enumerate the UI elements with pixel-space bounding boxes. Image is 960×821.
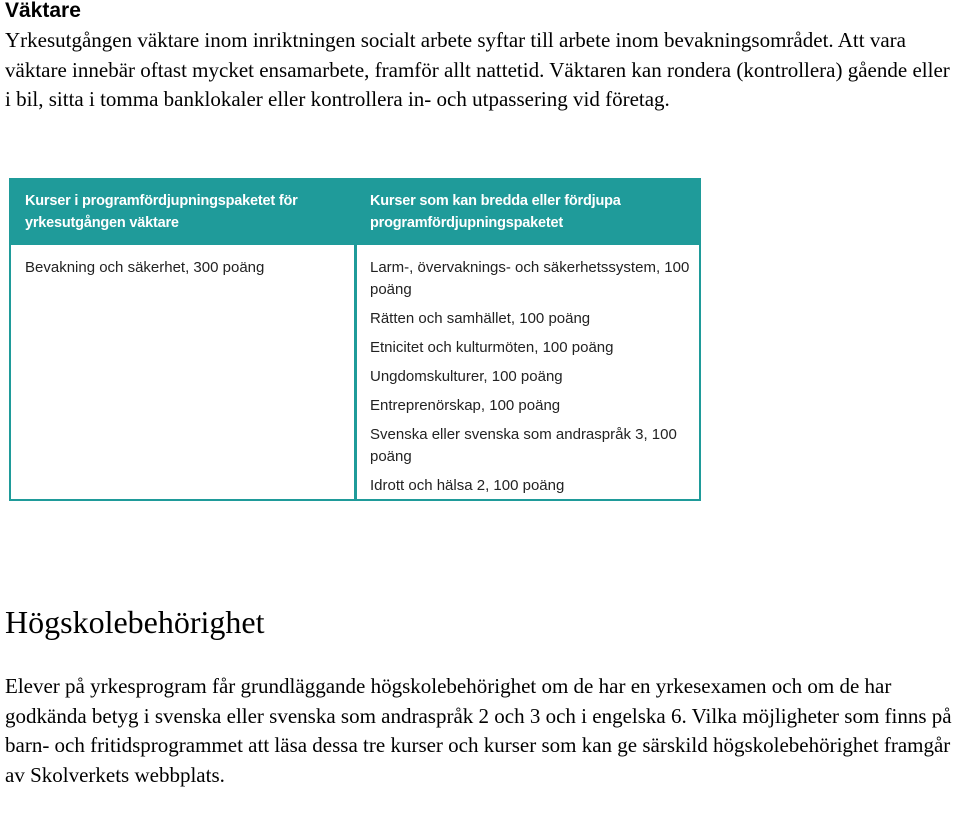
- column-divider: [354, 180, 357, 499]
- table-header-right: Kurser som kan bredda eller fördjupa programfördjupningspaketet: [370, 193, 621, 231]
- course-table: [9, 178, 701, 501]
- course-item: Entreprenörskap, 100 poäng: [370, 397, 561, 414]
- behorighet-paragraph: Elever på yrkesprogram får grundläggande högskolebehörighet om de har en yrkesexamen och om de har godkända betyg i svenska eller svenska som andraspråk 2 och 3 och i engelska 6. Vilka möjligheter som finns på barn- och fritidsprogrammet att läsa dessa tre kurser och kurser som kan ge särskild högskolebehörighet framgår av Skolverkets webbplats.: [5, 674, 952, 787]
- course-item: Idrott och hälsa 2, 100 poäng: [370, 477, 565, 494]
- section-title-vaktare: Väktare: [5, 0, 81, 22]
- section-title-hogskolebehorighet: Högskolebehörighet: [5, 604, 265, 640]
- intro-paragraph: Yrkesutgången väktare inom inriktningen socialt arbete syftar till arbete inom bevakningsområdet. Att vara väktare innebär oftast mycket ensamarbete, framför allt nattetid. Väktaren kan rondera (kontrollera) gående eller i bil, sitta i tomma banklokaler eller kontrollera in- och utpassering vid företag.: [5, 28, 950, 111]
- table-cell-right-list: [370, 257, 695, 504]
- course-item: Ungdomskulturer, 100 poäng: [370, 368, 563, 385]
- course-item: Rätten och samhället, 100 poäng: [370, 310, 591, 327]
- course-item: Larm-, övervaknings- och säkerhetssystem, 100 poäng: [370, 259, 690, 298]
- course-item: Svenska eller svenska som andraspråk 3, 100 poäng: [370, 426, 677, 465]
- table-header-left: Kurser i programfördjupningspaketet för yrkesutgången väktare: [25, 193, 298, 231]
- table-cell-left: Bevakning och säkerhet, 300 poäng: [25, 259, 265, 276]
- course-item: Etnicitet och kulturmöten, 100 poäng: [370, 339, 614, 356]
